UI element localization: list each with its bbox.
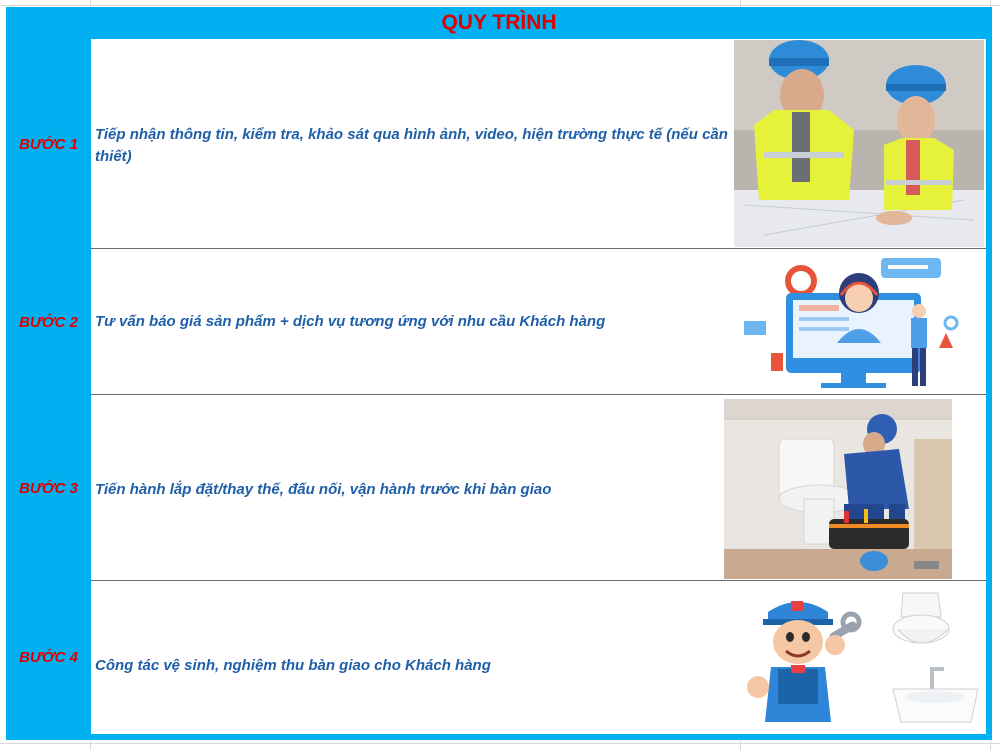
step-description-2: Tư vấn báo giá sản phẩm + dịch vụ tương ứng với nhu cầu Khách hàng <box>95 313 606 330</box>
step-description-1: Tiếp nhận thông tin, kiểm tra, khảo sát qua hình ảnh, video, hiện trường thực tế (nếu cần thiết) <box>95 126 728 165</box>
table-title: QUY TRÌNH <box>441 11 557 34</box>
customer-support-image <box>741 253 966 391</box>
step-row-3 <box>91 395 986 581</box>
step-row-4 <box>91 581 986 734</box>
step-label-2: BƯỚC 2 <box>19 313 78 331</box>
engineers-reviewing-plans-image <box>734 40 984 247</box>
process-table <box>6 7 992 740</box>
step-row-1 <box>91 39 986 249</box>
step-description-4: Công tác vệ sinh, nghiệm thu bàn giao cho Khách hàng <box>95 657 491 674</box>
step-label-4: BƯỚC 4 <box>19 649 78 666</box>
step-description-3: Tiến hành lắp đặt/thay thế, đấu nối, vận hành trước khi bàn giao <box>95 481 552 498</box>
step-content-area <box>91 39 986 734</box>
step-row-2 <box>91 249 986 395</box>
plumber-installing-toilet-image <box>724 399 952 579</box>
handyman-sanitary-ware-image <box>743 587 988 729</box>
step-label-3: BƯỚC 3 <box>19 479 78 497</box>
step-label-1: BƯỚC 1 <box>19 135 78 153</box>
